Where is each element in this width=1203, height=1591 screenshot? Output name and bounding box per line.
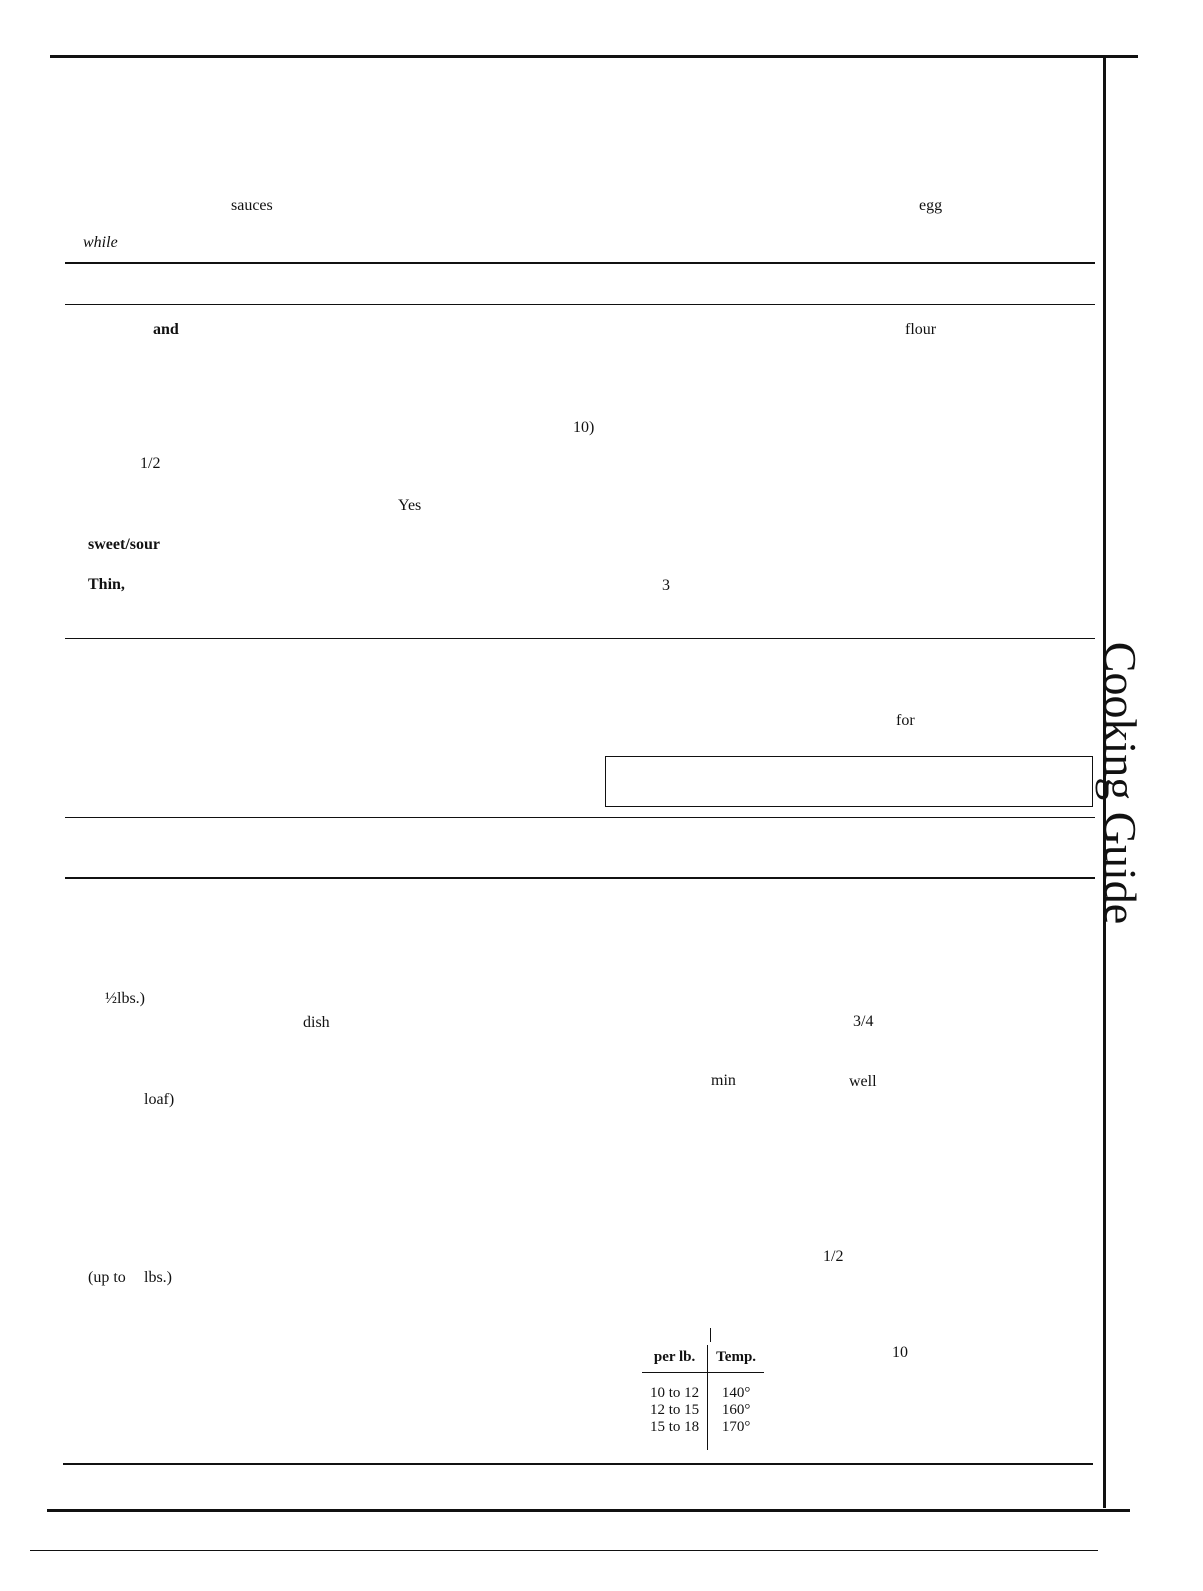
text-and: and — [153, 321, 179, 338]
text-egg: egg — [919, 197, 943, 214]
text-thin: Thin, — [88, 576, 125, 593]
text-for: for — [896, 712, 915, 729]
roast-temp: 170° — [721, 1419, 751, 1435]
side-tab-title: Cooking Guide — [1095, 641, 1146, 925]
text-up-to: (up to — [88, 1269, 126, 1286]
roast-table-marker — [710, 1328, 711, 1342]
roast-header-per-lb: per lb. — [642, 1345, 708, 1373]
roast-minutes: 15 to 18 — [642, 1419, 708, 1436]
table-row — [642, 1419, 764, 1436]
roast-minutes: 10 to 12 — [642, 1385, 708, 1402]
table-row — [642, 1385, 764, 1402]
text-sweet-sour: sweet/sour — [88, 536, 160, 553]
roast-minutes: 12 to 15 — [642, 1402, 708, 1419]
text-while: while — [83, 234, 118, 251]
text-half-1: 1/2 — [140, 455, 161, 472]
text-min: min — [711, 1072, 736, 1089]
text-ten: 10 — [892, 1344, 908, 1361]
section-rule-2 — [65, 304, 1095, 305]
roast-temp: 140° — [721, 1385, 751, 1401]
text-three-quarter: 3/4 — [853, 1013, 874, 1030]
text-three: 3 — [662, 577, 670, 594]
text-dish: dish — [303, 1014, 330, 1031]
text-sauces: sauces — [231, 197, 273, 214]
note-box — [605, 756, 1093, 807]
roast-header-temp: Temp. — [708, 1345, 764, 1373]
roast-temp: 160° — [721, 1402, 751, 1418]
text-yes: Yes — [398, 497, 422, 514]
tick-top — [1120, 57, 1136, 58]
section-rule-3 — [65, 638, 1095, 639]
section-rule-5 — [65, 877, 1095, 879]
tick-bottom — [1116, 1509, 1128, 1511]
table-row — [642, 1402, 764, 1419]
section-rule-6 — [63, 1463, 1093, 1465]
roast-time-table — [642, 1345, 764, 1450]
text-half-lbs: ½lbs.) — [105, 990, 145, 1007]
text-flour: flour — [905, 321, 937, 338]
section-rule-1 — [65, 262, 1095, 264]
bottom-rule — [47, 1509, 1130, 1512]
text-loaf: loaf) — [144, 1091, 175, 1108]
section-rule-4 — [65, 817, 1095, 818]
top-rule — [50, 55, 1138, 58]
text-half-2: 1/2 — [823, 1248, 844, 1265]
text-well: well — [849, 1073, 877, 1090]
footer-rule — [30, 1550, 1098, 1551]
text-lbs: lbs.) — [144, 1269, 172, 1286]
text-ten-paren: 10) — [573, 419, 595, 436]
